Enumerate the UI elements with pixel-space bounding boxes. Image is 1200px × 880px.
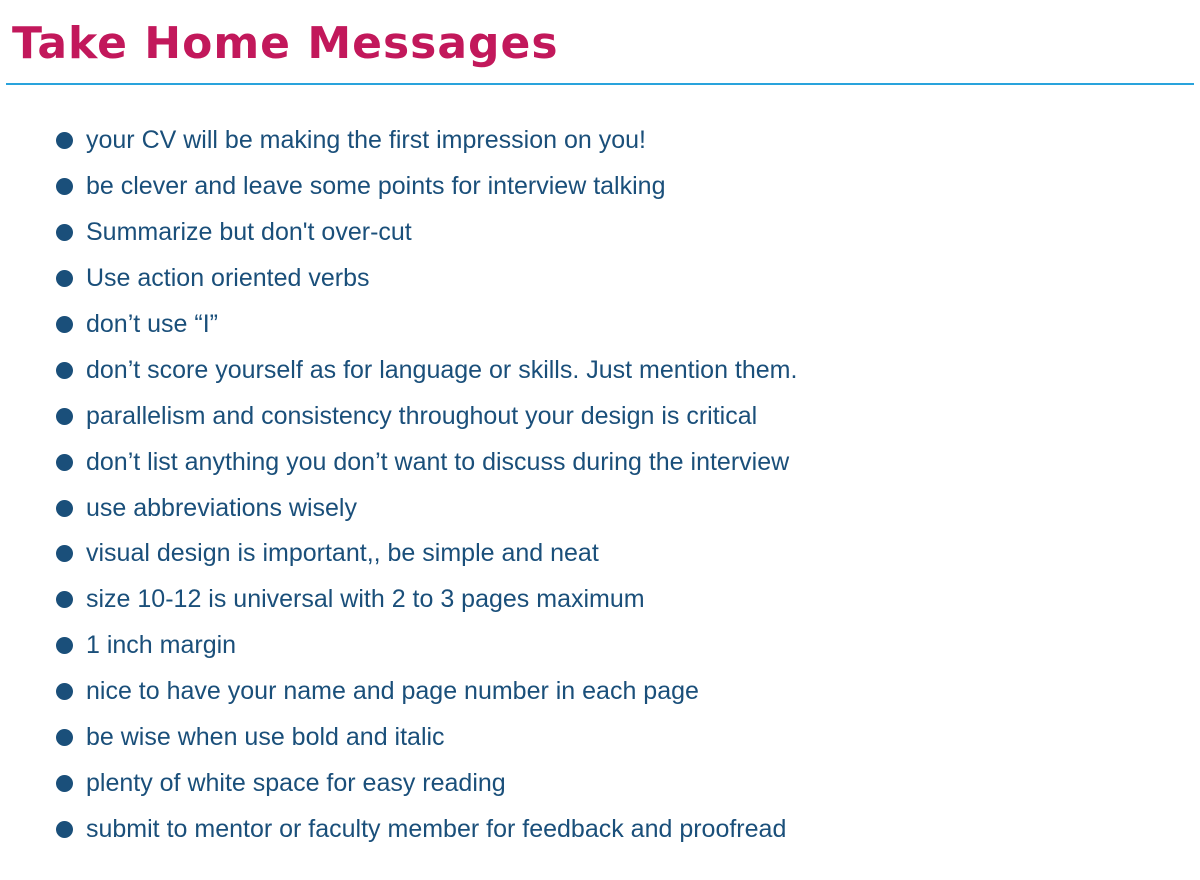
bullet-text: be clever and leave some points for interview talking — [86, 172, 666, 201]
bullet-list — [56, 118, 797, 852]
bullet-item — [56, 715, 797, 761]
bullet-item — [56, 669, 797, 715]
bullet-text: don’t use “I” — [86, 310, 219, 338]
bullet-dot-icon — [56, 683, 73, 700]
bullet-text: don’t score yourself as for language or skills. Just mention them. — [86, 355, 798, 384]
bullet-text: parallelism and consistency throughout your design is critical — [86, 401, 758, 430]
bullet-item — [56, 164, 797, 210]
bullet-dot-icon — [56, 821, 73, 838]
bullet-dot-icon — [56, 362, 73, 379]
bullet-dot-icon — [56, 500, 73, 517]
bullet-dot-icon — [56, 729, 73, 746]
bullet-dot-icon — [56, 132, 73, 149]
title-divider — [6, 83, 1194, 85]
bullet-text: plenty of white space for easy reading — [86, 768, 506, 797]
bullet-dot-icon — [56, 545, 73, 562]
bullet-item — [56, 531, 797, 577]
bullet-dot-icon — [56, 637, 73, 654]
bullet-dot-icon — [56, 454, 73, 471]
bullet-text: submit to mentor or faculty member for feedback and proofread — [86, 814, 787, 843]
bullet-item — [56, 806, 797, 852]
bullet-text: 1 inch margin — [86, 631, 237, 660]
bullet-text: be wise when use bold and italic — [86, 723, 445, 752]
bullet-text: your CV will be making the first impression on you! — [86, 126, 646, 155]
bullet-item — [56, 118, 797, 164]
bullet-text: don’t list anything you don’t want to discuss during the interview — [86, 447, 790, 476]
bullet-text: Summarize but don't over-cut — [86, 218, 412, 247]
bullet-text: size 10-12 is universal with 2 to 3 pages maximum — [86, 585, 645, 614]
bullet-dot-icon — [56, 591, 73, 608]
bullet-dot-icon — [56, 775, 73, 792]
bullet-item — [56, 623, 797, 669]
bullet-dot-icon — [56, 178, 73, 195]
bullet-dot-icon — [56, 408, 73, 425]
bullet-item — [56, 485, 797, 531]
bullet-item — [56, 210, 797, 256]
slide-title: Take Home Messages — [12, 18, 559, 69]
bullet-text: nice to have your name and page number in each page — [86, 677, 699, 706]
bullet-item — [56, 760, 797, 806]
bullet-text: use abbreviations wisely — [86, 493, 357, 522]
bullet-item — [56, 256, 797, 302]
bullet-item — [56, 302, 797, 348]
bullet-item — [56, 439, 797, 485]
bullet-dot-icon — [56, 224, 73, 241]
bullet-text: Use action oriented verbs — [86, 264, 370, 293]
bullet-dot-icon — [56, 316, 73, 333]
bullet-dot-icon — [56, 270, 73, 287]
bullet-item — [56, 347, 797, 393]
bullet-item — [56, 393, 797, 439]
bullet-text: visual design is important,, be simple and neat — [86, 539, 599, 568]
bullet-item — [56, 577, 797, 623]
